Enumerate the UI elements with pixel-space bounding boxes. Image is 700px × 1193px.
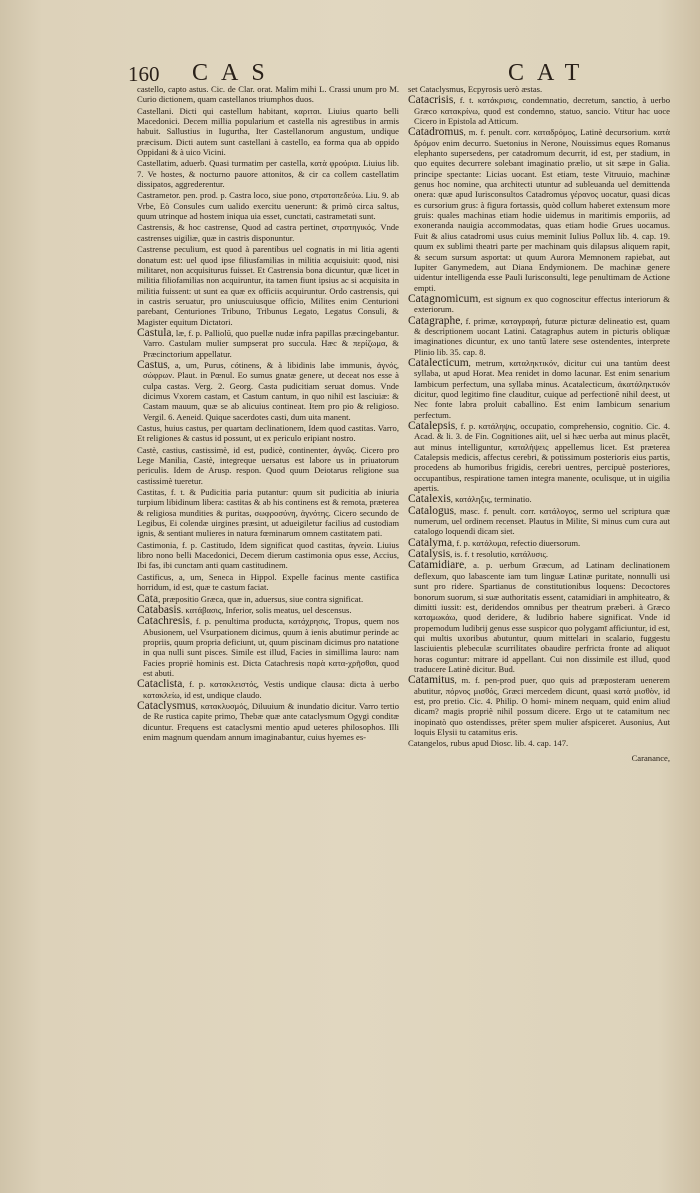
entry-text: Castellani. Dicti qui castellum habitant, καριται. Liuius quarto belli Macedonici. Decem millia popularium et castella nis agrestibus in armis habuit. Sallustius in Iugurtha, Iter Castellanorum angustum, undique præcisum. Dicti autem sunt castellani à castello, ea forma qua ab oppido Oppidani & à uico Vicini. [137,105,399,158]
entry-text: , f. p. κατακλειστός, Vestis undique clausa: dicta à uerbo κατακλείω, id est, undique claudo. [143,679,399,700]
dictionary-entry [408,675,670,737]
dictionary-entry [408,294,670,315]
entry-text: Castitas, f. t. & Pudicitia paria putantur: quum sit pudicitia ab iniuria turpium libidinum libera: castitas & ab his continens est & remota, præterea & religiosa mundities & puritas, σωφροσύνη, ἁγνότης. Cicero secundo de Legibus, Ei colendæ uirgines præsint, ut adueigiletur facilius ad custodiam ignis, & sentiant mulieres in natura fœminarum omnem castitatem pati. [137,487,399,539]
entry-text: Castimonia, f. p. Castitudo, Idem significat quod castitas, ἁγνεία. Liuius libro nono belli Macedonici, Decem dierum castimonia opus esse, Accius, Ibi fas, ibi cunctam anti quam castitudinem. [137,539,399,571]
entry-text: Castrametor. pen. prod. p. Castra loco, siue pono, στρατοπεδεύω. Liu. 9. ab Vrbe, Eò Consules cum ualido exercitu uenerunt: & primò circa saltus, quum utrinque ad hostem iniqua uia esset, cunctati, castrametati sunt. [137,190,399,222]
entry-headword: Castus [137,358,168,371]
entry-text: Castrense peculium, est quod à parentibus uel cognatis in mi litia agenti donatum est: uel quod ipse filiusfamilias in militia acquisiuit: quod, nisi militaret, non acquisiturus fuisset. Et Castrensia bona dicuntur, quæ licet in militia filiofamilias non acquiruntur, ita tamen fiunt ipsius ac si acquisita in militia fuissent: ut sunt ea quæ ex officiis acquiruntur. Ordo castrensis, qui in castris seruatur, pro uniuscuiusque officio, Milites enim Centurioni parebant, Centuriones Tribuno, Tribunus Legato, Legatus Consuli, & Magister equitum Dictatori. [137,244,399,327]
entry-text: , a, um, Purus, cótinens, & à libidinis labe immunis, ἁγνός, σώφρων. Plaut. in Pœnul. Eo sumus gnatæ genere, ut deceat nos esse à culpa castas. Verg. 2. Georg. Casta pudicitiam seruat domus. Vnde dicimus Vxorem castam, et Castum cantum, in quo nihil est lasciuiæ: & Castam mauum, quæ se ab alicuius contineat. Item pro pio & religioso. Vergil. 6. Aeneid. Quique sacerdotes casti, dum uita manent. [143,359,399,422]
entry-headword: Catadromus [408,126,464,139]
entry-text: Castus, huius castus, per quartam declinationem, Idem quod castitas. Varro, Et religiones & castus id possunt, ut ex periculo eripiant nostro. [137,423,399,444]
dictionary-entry [408,95,670,126]
entry-text: castello, capto astus. Cic. de Clar. orat. Malim mihi L. Crassi unum pro M. Curio dictionem, quam castellanos triumphos duos. [137,84,399,105]
entry-text: , f. primæ, καταγραφή, futuræ picturæ delineatio est, quam & descriptionem uocant Latini. Catagraphus autem in picturis obliquæ imaginationes dicuntur, ex uno tantū latere sese ostendentes, interprete Plinio lib. 35. cap. 8. [414,315,670,357]
entry-headword: Catamidiare [408,559,465,572]
entry-headword: Catachresis [137,615,191,628]
dictionary-entry [137,540,399,571]
entry-text: , est signum ex quo cognoscitur effectus interiorum & exteriorum. [414,293,670,315]
dictionary-entry [137,360,399,422]
entry-headword: Catalecticum [408,356,469,369]
dictionary-entry [137,328,399,359]
entry-headword: Castula [137,326,172,339]
entry-headword: Catalysis [408,548,451,561]
entry-text: , metrum, καταληκτικόν, dicitur cui una tantùm deest syllaba, ut apud Horat. Mea renidet in domo lacunar. Est enim senarium Iambicum perfectum, una syllaba minus. Acatalecticum, ἀκατάληκτικόν dicitur, quod legitimo fine clauditur, cuique ad perfectionē nihil deest, ut Nec fonte labra proluit caballino. Est enim Iambicum senarium perfectum. [414,357,670,420]
entry-headword: Cataclysmus [137,699,196,712]
dictionary-entry [137,106,399,158]
entry-headword: Catabasis [137,603,182,616]
entry-text: , f. p. κατάληψις, occupatio, comprehensio, cognitio. Cic. 4. Acad. & li. 3. de Fin. Cognitiones aiit, uel si hæc uerba aut minus placēt, aut minus intelliguntur, καταλήψεις appellemus licet. Est præterea Catalepsis medicis, affectus cerebri, & potissimum posterioris eius partis, procedens ab humoribus frigidis, cerebri uentres, percipuè posteriores, occupantibus, respiratione tamen integra manente, oculisque, ut in uigilia apertis. [414,421,670,494]
dictionary-entry [137,222,399,243]
entry-text: , f. p. κατάλυμα, refectio diuersorum. [452,537,581,548]
entry-text: , f. p. penultima producta, κατάχρησις, Tropus, quem nos Abusionem, uel Vsurpationem dicimus, quum à ienis abutimur perinde ac propriis, quum propria deficiunt, ut, quum piscinam dicimus pro natatione in qua nulli sunt pisces. Simile est illud, Facies in simillima lauro: nam Facies propriè hominis est. Dicta Catachresis παρὰ κατα-χρῆσθαι, quod est abuti. [143,616,399,678]
dictionary-entry [408,358,670,420]
entry-headword: Catalepsis [408,420,456,432]
entry-text: , κατακλυσμός, Diluuium & inundatio dicitur. Varro tertio de Re rustica capite primo, Thebæ quæ ante cataclysmum Ogygi conditæ dicuntur. Frequens est cataclysmi mentio apud ueteres philosophos. Illi enim magnum quendam annum imaginabantur, cuius hyemes es- [143,700,399,742]
entry-headword: Catacrisis [408,94,454,107]
dictionary-entry [408,421,670,493]
entry-text: , m. f. pen-prod puer, quo quis ad præposteram uenerem abutitur, πόρνος μισθός, Græci mercedem dicunt, quasi κατὰ μισθὸν, id est, pro pretio. Cic. 4. Philip. O homi- minem nequam, quid enim aliud dicam? magis propriè nihil possum dicere. Ergo ut te catamitum nec inopinatò quo ostendisses, prēter spem mulier afspiceret. Ausonius, Aut loquis Elysii tu catamitus eris. [414,675,670,737]
dictionary-entry [137,190,399,221]
dictionary-entry [408,127,670,293]
entry-text: Caranance, [631,752,670,763]
entry-text: , præpositio Græca, quæ in, aduersus, siue contra significat. [158,593,364,604]
entry-text: . κατάβασις, Inferior, solis meatus, uel descensus. [181,604,352,615]
entry-text: Castrensis, & hoc castrense, Quod ad castra pertinet, στρατηγικός. Vnde castrenses uigiliæ, quæ in castris disponuntur. [137,222,399,243]
entry-headword: Catagraphe [408,314,461,327]
entry-text: , m. f. penult. corr. καταδρόμος, Latinè decursorium. κατὰ δρόμον enim decurro. Suetonius in Nerone, Nouissimus eques Romanus elephanto supersedens, per catadromum decurrit, id est, per stadium, in quo equites decurrere solebant imaginatio prælio, ut sit sæpe in Galia. principe spectante: Licias uocant. Est etiam, teste Vitruuio, machinæ genus hoc nomine, qua architecti utuntur ad subleuanda uel demittenda onera: quæ apud Iurisconsultos Catadromus γέρανος uocatur, quasi dicas es cursorium grus: à figura fortassis, quòd collum haberet extensum more gruis: quales machinas etiam hodie uidemus in maritimis emporiis, ad exoneranda nauigia accommodatas, quas etiam hodie Grues uocamus. Fuit & alius catadromi usus cuius meminit Iulius Pollux lib. 4. cap. 19. quum ex sublimi theatri parte per machinam quis dilapsus aliquem rapit, & secum sursum asportat: ut quum Aurora Memnonem rapiebat, aut Iupiter Ganymedem, aut Diana Endymionem. De machinæ genere uidentur intelligenda esse Pauli Iurisconsulti, lege penultimam de Actione empti. [414,127,670,293]
dictionary-entry [137,487,399,539]
entry-headword: Catalyma [408,536,453,549]
dictionary-entry [408,494,670,504]
right-running-head: CAT [508,60,593,86]
dictionary-entry [137,616,399,678]
dictionary-entry [408,538,670,548]
page-number: 160 [128,62,160,86]
entry-headword: Catagnomicum [408,292,479,305]
entry-text: Castè, castius, castissimè, id est, pudicè, continenter, ἁγνῶς. Cicero pro Lege Manilia, Castè, integreque uersatus est labore us in priuatorum periculis. Idem de Arusp. respon. Quod quum Deiotarus religione sua castissimè tueretur. [137,444,399,486]
entry-headword: Catalogus [408,504,454,517]
dictionary-entry [137,701,399,742]
dictionary-entry [137,423,399,444]
dictionary-entry [408,753,670,763]
right-column [408,84,670,764]
dictionary-entry [137,244,399,327]
dictionary-entry [408,738,670,748]
dictionary-entry [408,316,670,357]
dictionary-entry [137,572,399,593]
left-column [137,84,399,743]
entry-text: , læ, f. p. Palliolū, quo puellæ nudæ infra papillas præcingebantur. Varro. Castulam mulier sumpserat pro succula. Hæc & περίζωμα, & Præcinctorium appellatur. [143,327,399,359]
left-running-head: CAS [192,60,278,86]
dictionary-entry [137,594,399,604]
dictionary-entry [137,605,399,615]
dictionary-entry [408,84,670,94]
entry-text: , a. p. uerbum Græcum, ad Latinam declinationem deflexum, quo labascente iam tum linguæ Latinæ puritate, nonnulli usi sunt pro ridere. Spartianus de constitutionibus loquens: Decoctores bonorum suorum, si suæ authoritatis essent, catamidiari in amphiteatro, & dimitti iussit: est, deridendos omnibus per theatrum præberi. à Græco καταμωκάω, quod deridere, & ludibrio habere significat. Vnde id propemodum ludibrij genus esse suspicor quo polygamī afficiuntur, id est, qui multis uxoribus abutuntur, quum mittelari in scalario, fuggestu lasciuientis plebeculæ scurrilitates obaudire perfricta fronte ad aliquot horas coguntur: mitrare id appellant. Cui non dissimile est illud, quod traducere Latinè dicitur. Bud. [414,560,670,674]
dictionary-entry [408,506,670,537]
dictionary-entry [137,445,399,486]
entry-text: , f. t. κατάκρισις, condemnatio, decretum, sanctio, à uerbo Græco κατακρίνω, quod est condemno, statuo, sancio. Vtitur hac uoce Cicero in Epistola ad Atticum. [414,95,670,127]
dictionary-entry [408,549,670,559]
dictionary-entry [137,679,399,700]
dictionary-entry [408,560,670,674]
entry-headword: Cata [137,592,159,605]
entry-headword: Catamitus [408,674,455,687]
entry-text: Catangelos, rubus apud Diosc. lib. 4. cap. 147. [408,738,569,749]
entry-text: Castificus, a, um, Seneca in Hippol. Expelle facinus mente castifica horridum, id est, quæ te castum faciat. [137,571,399,593]
entry-headword: Cataclista [137,678,183,691]
entry-headword: Catalexis [408,493,451,506]
dictionary-entry [137,84,399,105]
entry-text: , is. f. t resolutio, κατάλυσις. [450,549,549,560]
dictionary-entry [137,158,399,189]
entry-text: Castellatim, aduerb. Quasi turmatim per castella, κατὰ φρούρια. Liuius lib. 7. Ve hostes, & nocturno pauore attonitos, & cir ca collem castellatim dissipatos, aggrederentur. [137,158,399,190]
entry-text: , κατάληξις, terminatio. [450,494,532,505]
entry-text: , masc. f. penult. corr. κατάλογος, sermo uel scriptura quæ numerum, uel ordinem recenset. Plautus in Milite, Si minus cum cura aut catalogo loquendi dicam siet. [414,505,670,537]
entry-text: set Cataclysmus, Ecpyrosis uerò æstas. [408,84,543,94]
